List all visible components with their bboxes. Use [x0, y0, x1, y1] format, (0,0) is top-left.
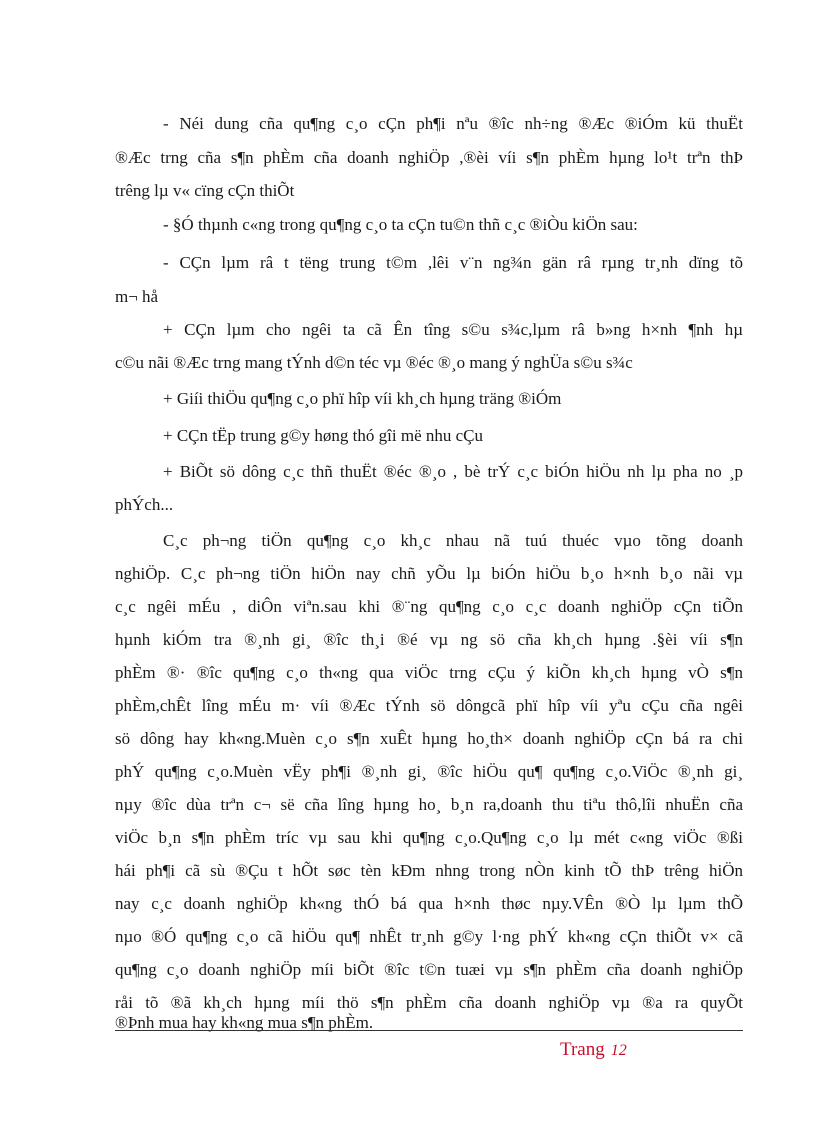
body-line-2: ®Æc trng cña s¶n phÈm cña doanh nghiÖp ,®èi víi s¶n phÈm hµng lo¹t trªn thÞ	[115, 148, 743, 167]
body-line-8: c©u nãi ®Æc trng mang tÝnh d©n téc vµ ®éc ®¸o mang ý nghÜa s©u s¾c	[115, 353, 633, 372]
body-line-7: + CÇn lµm cho ngêi ta cã Ên tîng s©u s¾c,lµm râ b»ng h×nh ¶nh hµ	[163, 320, 743, 339]
body-line-16: hµnh kiÓm tra ®¸nh gi¸ ®îc th¸i ®é vµ ng sö cña kh¸ch hµng .§èi víi s¶n	[115, 630, 743, 649]
body-line-22: viÖc b¸n s¶n phÈm tríc vµ sau khi qu¶ng c¸o.Qu¶ng c¸o lµ mét c«ng viÖc ®ßi	[115, 828, 743, 847]
body-line-4: - §Ó thµnh c«ng trong qu¶ng c¸o ta cÇn tu©n thñ c¸c ®iÒu kiÖn sau:	[163, 215, 638, 234]
body-line-17: phÈm ®· ®îc qu¶ng c¸o th«ng qua viÖc trng cÇu ý kiÕn kh¸ch hµng vÒ s¶n	[115, 663, 743, 682]
body-line-3: trêng lµ v« cïng cÇn thiÕt	[115, 181, 295, 200]
body-line-27: råi tõ ®ã kh¸ch hµng míi thö s¶n phÈm cña doanh nghiÖp vµ ®a ra quyÕt	[115, 993, 743, 1012]
page-footer	[560, 1039, 627, 1062]
page-number: 12	[610, 1042, 627, 1059]
page-label: Trang	[560, 1039, 605, 1060]
body-line-14: nghiÖp. C¸c ph¬ng tiÖn hiÖn nay chñ yÕu lµ biÓn hiÖu b¸o h×nh b¸o nãi vµ	[115, 564, 743, 583]
body-line-28: ®Þnh mua hay kh«ng mua s¶n phÈm.	[115, 1013, 374, 1032]
body-line-15: c¸c ngêi mÉu , diÔn viªn.sau khi ®¨ng qu¶ng c¸o c¸c doanh nghiÖp cÇn tiÕn	[115, 597, 743, 616]
body-line-21: nµy ®îc dùa trªn c¬ së cña lîng hµng ho¸ b¸n ra,doanh thu tiªu thô,lîi nhuËn cña	[115, 795, 743, 814]
body-line-23: hái ph¶i cã sù ®Çu t hÕt søc tèn kÐm nhng trong nÒn kinh tÕ thÞ trêng hiÖn	[115, 861, 743, 880]
body-line-19: sö dông hay kh«ng.Muèn c¸o s¶n xuÊt hµng ho¸th× doanh nghiÖp cÇn bá ra chi	[115, 729, 743, 748]
body-line-26: qu¶ng c¸o doanh nghiÖp míi biÕt ®îc t©n tuæi vµ s¶n phÈm cña doanh nghiÖp	[115, 960, 743, 979]
body-line-24: nay c¸c doanh nghiÖp kh«ng thÓ bá qua h×nh thøc nµy.VÊn ®Ò lµ lµm thÕ	[115, 894, 743, 913]
body-line-11: + BiÕt sö dông c¸c thñ thuËt ®éc ®¸o , bè trÝ c¸c biÓn hiÖu nh lµ pha no ¸p	[163, 462, 743, 481]
body-line-12: phÝch...	[115, 495, 174, 514]
body-line-5: - CÇn lµm râ t tëng trung t©m ,lêi v¨n ng¾n gän râ rµng tr¸nh dïng tõ	[163, 253, 743, 272]
body-line-10: + CÇn tËp trung g©y høng thó gîi më nhu cÇu	[163, 426, 483, 445]
body-line-13: C¸c ph¬ng tiÖn qu¶ng c¸o kh¸c nhau nã tuú thuéc vµo tõng doanh	[163, 531, 743, 550]
body-line-20: phÝ qu¶ng c¸o.Muèn vËy ph¶i ®¸nh gi¸ ®îc hiÖu qu¶ qu¶ng c¸o.ViÖc ®¸nh gi¸	[115, 762, 743, 781]
body-line-18: phÈm,chÊt lîng mÉu m· víi ®Æc tÝnh sö dôngcã phï hîp víi yªu cÇu cña ngêi	[115, 696, 743, 715]
body-line-9: + Giíi thiÖu qu¶ng c¸o phï hîp víi kh¸ch hµng träng ®iÓm	[163, 389, 562, 408]
body-line-6: m¬ hå	[115, 287, 159, 306]
footer-rule	[115, 1030, 743, 1031]
body-line-25: nµo ®Ó qu¶ng c¸o cã hiÖu qu¶ nhÊt tr¸nh g©y l·ng phÝ kh«ng cÇn thiÕt v× cã	[115, 927, 743, 946]
body-line-1: - Néi dung cña qu¶ng c¸o cÇn ph¶i nªu ®îc nh÷ng ®Æc ®iÓm kü thuËt	[163, 114, 743, 133]
